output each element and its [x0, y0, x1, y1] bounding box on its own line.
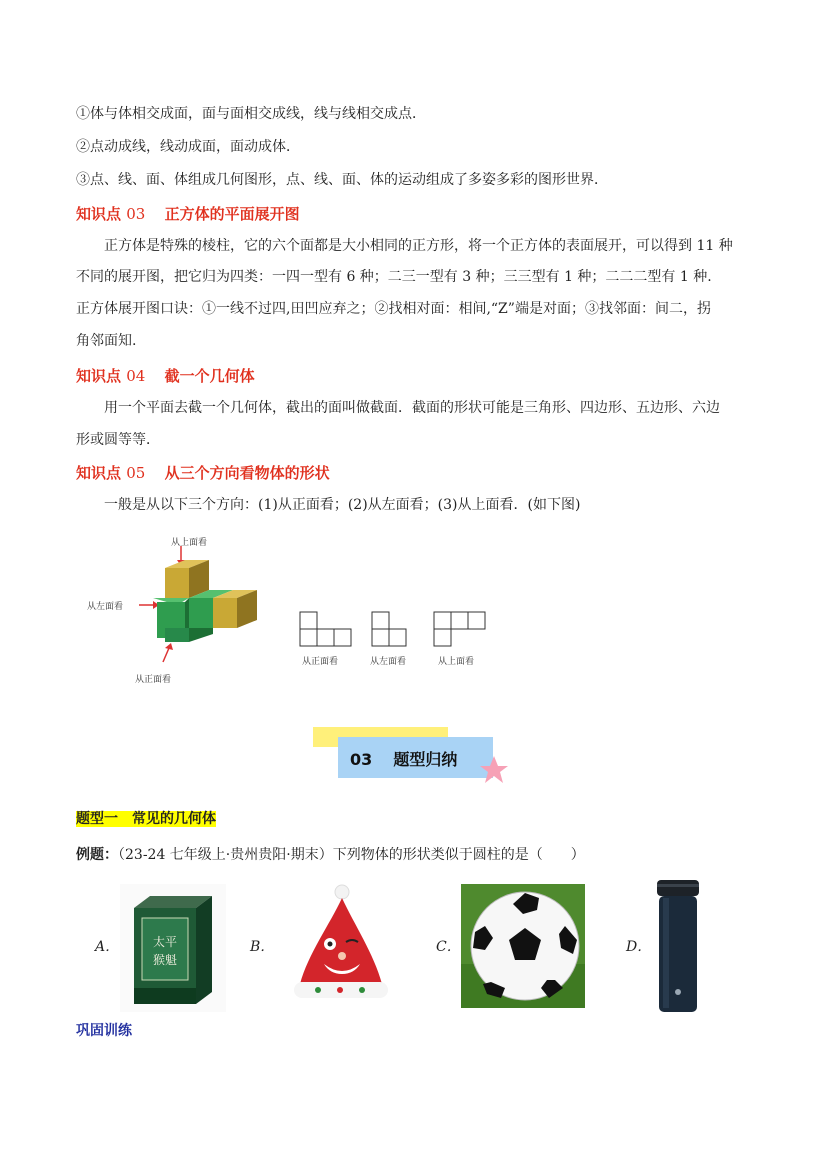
svg-text:猴魁: 猴魁 [152, 953, 178, 967]
kp03-body-line-2: 不同的展开图，把它归为四类：一四一型有 6 种；二三一型有 3 种；三三型有 1 种；二二二型有 1 种. [76, 269, 712, 285]
option-c-soccer-ball-image [461, 884, 585, 1008]
option-b-letter: B． [250, 939, 275, 955]
kp-title: 截一个几何体 [164, 367, 255, 385]
example-text: （23-24 七年级上·贵州贵阳·期末）下列物体的形状类似于圆柱的是（ ） [118, 847, 585, 863]
option-b-christmas-hat-image [290, 884, 390, 1004]
figure-left-label: 从左面看 [87, 602, 124, 612]
option-c-letter: C． [436, 939, 461, 955]
point-1: ①体与体相交成面，面与面相交成线，线与线相交成点． [76, 106, 426, 122]
front-view-label: 从正面看 [302, 657, 339, 667]
section-number: 03 [350, 750, 373, 769]
kp-label: 知识点 [76, 205, 122, 223]
kp04-body-line-2: 形或圆等等． [76, 432, 160, 448]
star-icon [479, 755, 509, 785]
option-a-letter: A． [95, 939, 120, 955]
left-view-diagram [370, 610, 426, 670]
consolidate-training-heading: 巩固训练 [76, 1023, 132, 1039]
example-label: 例题： [76, 847, 118, 863]
section-banner [338, 737, 493, 778]
option-a-tea-box-image [120, 884, 226, 1012]
knowledge-point-03-heading [76, 203, 300, 224]
option-d-thermos-cup-image [653, 878, 703, 1016]
figure-front-label: 从正面看 [135, 675, 172, 685]
front-view-diagram [298, 610, 354, 670]
figure-top-label: 从上面看 [171, 538, 208, 548]
kp-number: 03 [126, 205, 146, 223]
kp-number: 05 [126, 464, 146, 482]
kp-number: 04 [126, 367, 146, 385]
kp03-mnemonic-line-2: 角邻面知. [76, 333, 137, 349]
kp05-body: 一般是从以下三个方向：(1)从正面看；(2)从左面看；(3)从上面看．(如下图) [104, 497, 581, 513]
point-3: ③点、线、面、体组成几何图形，点、线、面、体的运动组成了多姿多彩的图形世界． [76, 172, 608, 188]
point-2: ②点动成线，线动成面，面动成体． [76, 139, 300, 155]
kp-label: 知识点 [76, 464, 122, 482]
top-view-label: 从上面看 [438, 657, 475, 667]
topic-1-heading [76, 809, 216, 829]
topic-1-label: 题型一 常见的几何体 [76, 811, 216, 827]
knowledge-point-05-heading [76, 462, 330, 483]
kp03-mnemonic-line-1: 正方体展开图口诀：①一线不过四,田凹应弃之；②找相对面：相间,“Z”端是对面；③找邻面：间二，拐 [76, 301, 711, 317]
kp-label: 知识点 [76, 367, 122, 385]
kp03-body-line-1: 正方体是特殊的棱柱，它的六个面都是大小相同的正方形，将一个正方体的表面展开，可以得到 11 种 [104, 238, 733, 254]
knowledge-point-04-heading [76, 365, 255, 386]
kp04-body-line-1: 用一个平面去截一个几何体，截出的面叫做截面．截面的形状可能是三角形、四边形、五边形、六边 [104, 400, 720, 416]
left-view-label: 从左面看 [370, 657, 407, 667]
top-view-diagram [432, 610, 492, 670]
section-title: 题型归纳 [393, 750, 458, 769]
kp-title: 正方体的平面展开图 [164, 205, 300, 223]
svg-text:太平: 太平 [152, 935, 178, 949]
example-question [76, 845, 585, 865]
option-d-letter: D． [626, 939, 652, 955]
kp-title: 从三个方向看物体的形状 [164, 464, 330, 482]
cube-3d-figure [85, 530, 285, 690]
